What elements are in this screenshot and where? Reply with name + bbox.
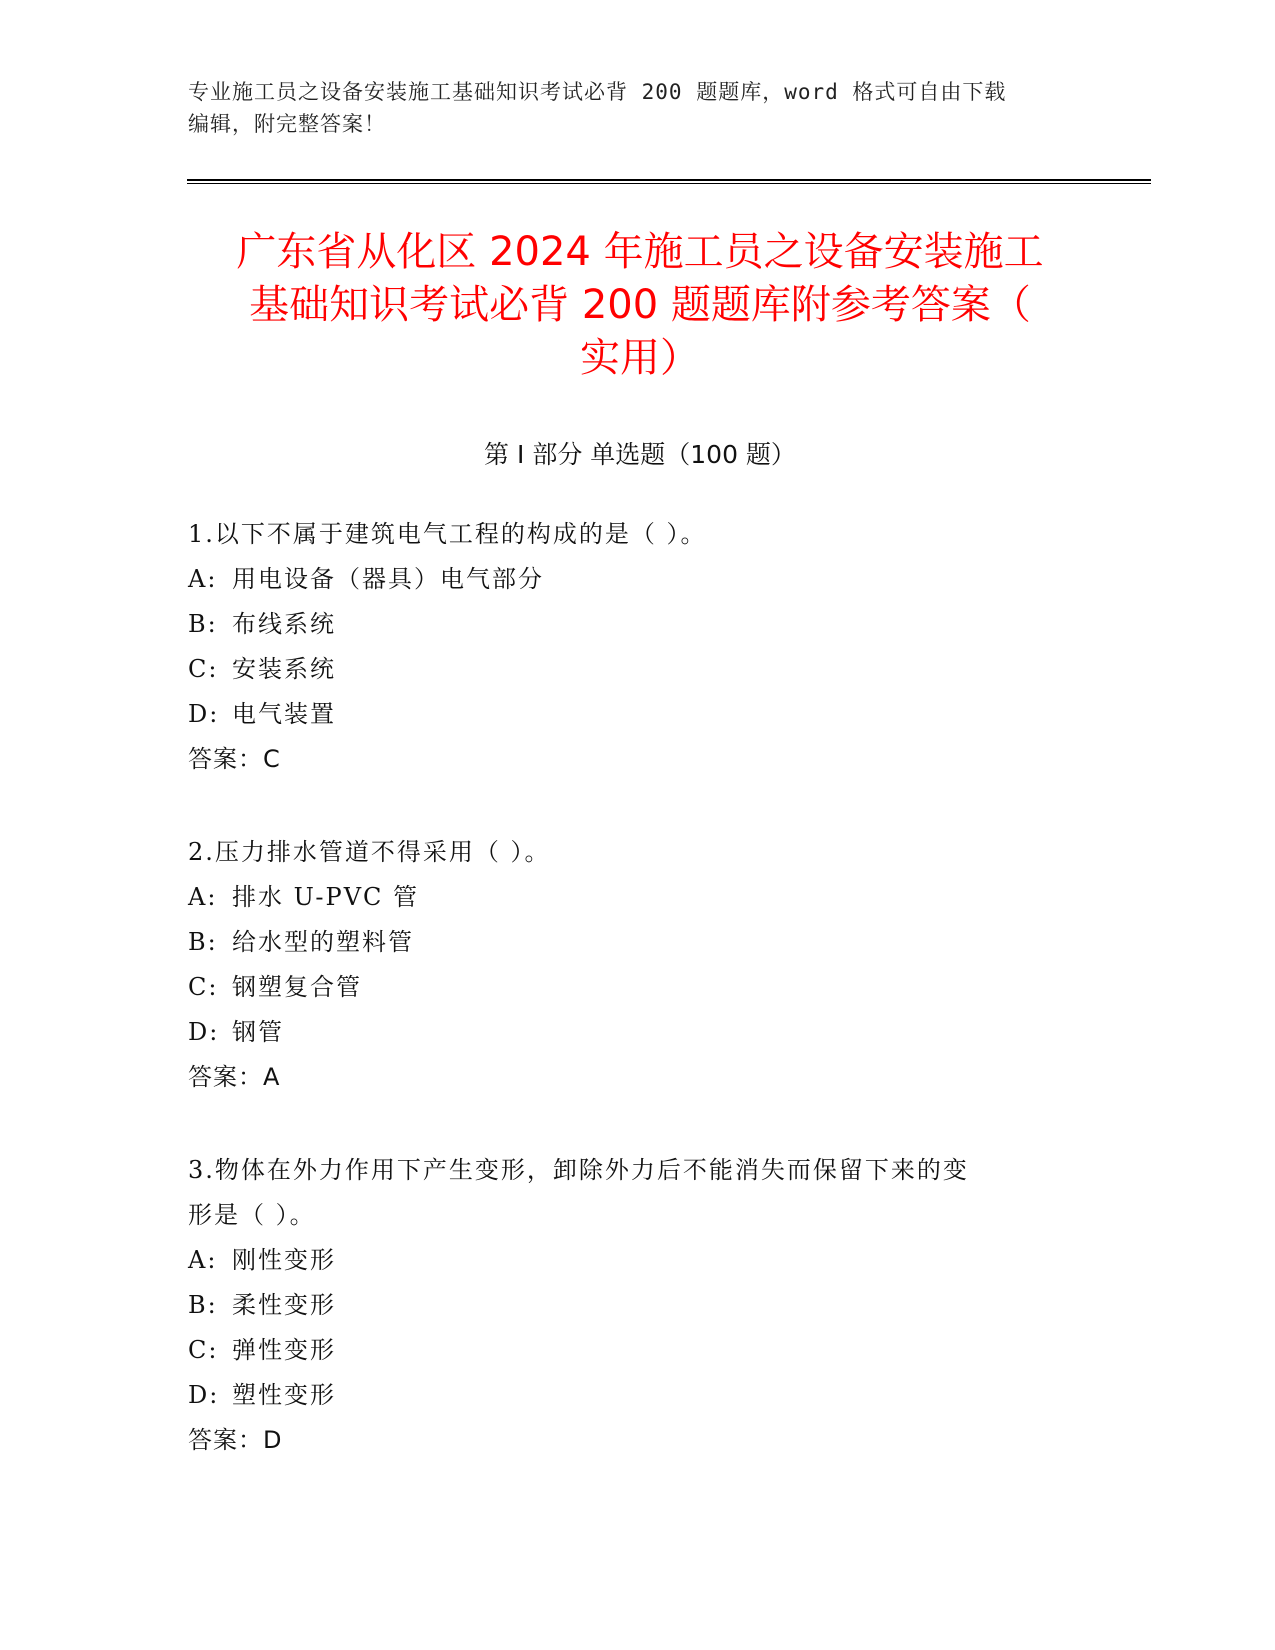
document-header-note — [188, 76, 1068, 140]
question-stem: 2.压力排水管道不得采用（ ）。 — [188, 838, 551, 866]
option-key: D: — [188, 1018, 220, 1046]
option-text: 排水 U-PVC 管 — [232, 883, 420, 911]
option-b — [188, 602, 1068, 647]
option-c — [188, 1328, 1068, 1373]
option-text: 用电设备（器具）电气部分 — [232, 565, 544, 593]
option-text: 弹性变形 — [232, 1336, 336, 1364]
question-stem: 3.物体在外力作用下产生变形，卸除外力后不能消失而保留下来的变 — [188, 1156, 969, 1184]
page-title-line-2: 基础知识考试必背 200 题题库附参考答案（ — [249, 282, 1031, 328]
question-stem: 1.以下不属于建筑电气工程的构成的是（ ）。 — [188, 520, 707, 548]
option-key: C: — [188, 655, 219, 683]
option-a — [188, 875, 1068, 920]
option-b — [188, 920, 1068, 965]
option-b — [188, 1283, 1068, 1328]
option-text: 钢管 — [232, 1018, 284, 1046]
option-key: C: — [188, 973, 219, 1001]
option-a — [188, 557, 1068, 602]
option-text: 安装系统 — [232, 655, 336, 683]
header-divider-thick — [187, 179, 1151, 181]
option-d — [188, 1373, 1068, 1418]
option-key: B: — [188, 928, 218, 956]
option-text: 布线系统 — [232, 610, 336, 638]
question-stem-continued: 形是（ ）。 — [188, 1201, 316, 1229]
option-text: 电气装置 — [232, 700, 336, 728]
option-key: A: — [188, 1246, 218, 1274]
answer: 答案：D — [188, 1426, 283, 1454]
option-key: B: — [188, 610, 218, 638]
option-c — [188, 965, 1068, 1010]
header-divider-thin — [187, 183, 1151, 184]
page-title — [180, 226, 1100, 385]
option-d — [188, 692, 1068, 737]
option-text: 给水型的塑料管 — [232, 928, 414, 956]
answer: 答案：A — [188, 1063, 281, 1091]
option-c — [188, 647, 1068, 692]
option-key: D: — [188, 1381, 220, 1409]
option-text: 柔性变形 — [232, 1291, 336, 1319]
option-key: A: — [188, 883, 218, 911]
question-3 — [188, 1148, 1068, 1463]
header-note-line-1: 专业施工员之设备安装施工基础知识考试必背 200 题题库，word 格式可自由下载 — [188, 80, 1007, 104]
option-key: D: — [188, 700, 220, 728]
option-text: 钢塑复合管 — [232, 973, 362, 1001]
option-text: 塑性变形 — [232, 1381, 336, 1409]
option-key: C: — [188, 1336, 219, 1364]
section-heading: 第 I 部分 单选题（100 题） — [484, 440, 796, 469]
page-title-line-1: 广东省从化区 2024 年施工员之设备安装施工 — [236, 229, 1044, 275]
question-1 — [188, 512, 1068, 782]
option-key: A: — [188, 565, 218, 593]
option-text: 刚性变形 — [232, 1246, 336, 1274]
page-title-line-3: 实用） — [580, 335, 700, 381]
option-a — [188, 1238, 1068, 1283]
answer: 答案：C — [188, 745, 281, 773]
question-2 — [188, 830, 1068, 1100]
option-d — [188, 1010, 1068, 1055]
option-key: B: — [188, 1291, 218, 1319]
header-note-line-2: 编辑，附完整答案！ — [188, 112, 386, 136]
